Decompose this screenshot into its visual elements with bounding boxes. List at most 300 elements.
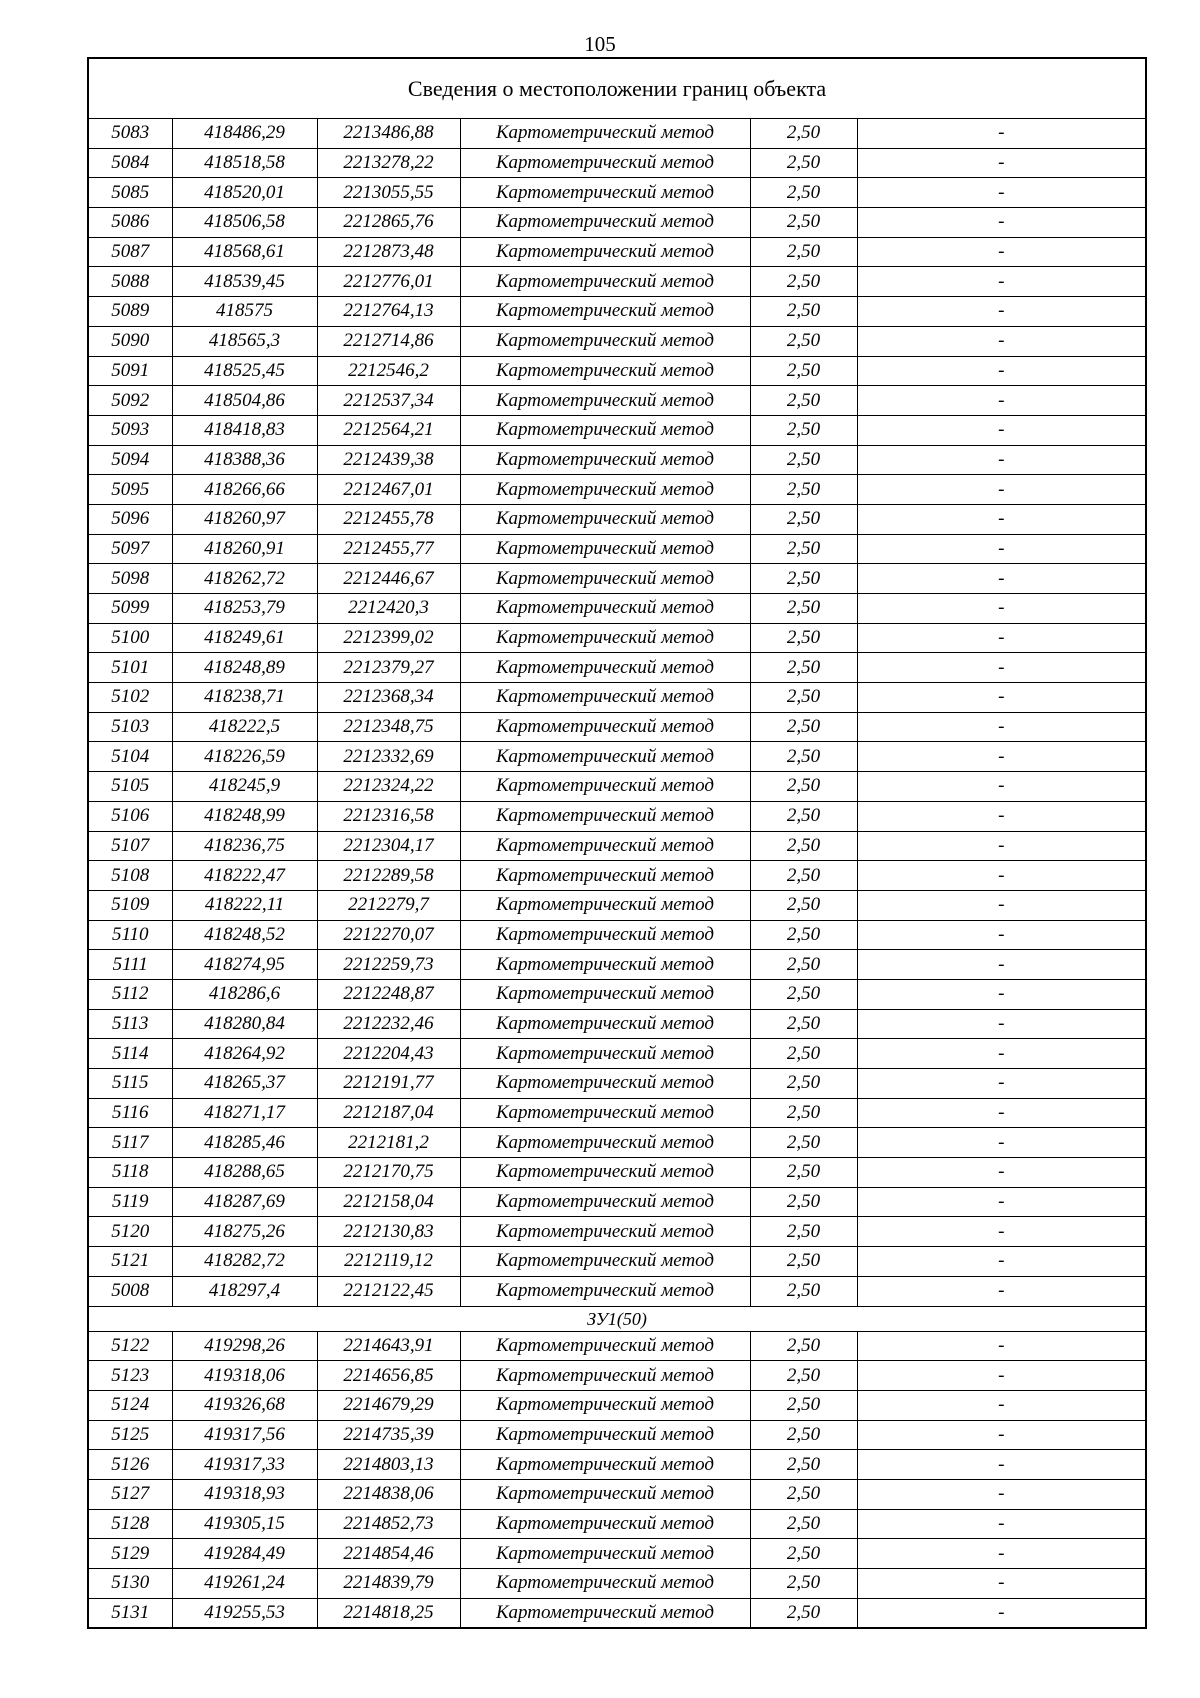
cell-point-number: 5122 (88, 1331, 172, 1361)
cell-description: - (857, 237, 1146, 267)
cell-description: - (857, 1247, 1146, 1277)
cell-accuracy: 2,50 (750, 772, 857, 802)
cell-description: - (857, 1009, 1146, 1039)
cell-method: Картометрический метод (460, 1009, 750, 1039)
cell-coordinate-y: 2212537,34 (317, 386, 460, 416)
cell-coordinate-y: 2213055,55 (317, 178, 460, 208)
cell-coordinate-y: 2212399,02 (317, 623, 460, 653)
cell-accuracy: 2,50 (750, 861, 857, 891)
cell-accuracy: 2,50 (750, 712, 857, 742)
cell-description: - (857, 297, 1146, 327)
table-row (88, 1247, 1146, 1277)
cell-accuracy: 2,50 (750, 920, 857, 950)
table-row (88, 208, 1146, 238)
cell-description: - (857, 772, 1146, 802)
cell-method: Картометрический метод (460, 920, 750, 950)
cell-method: Картометрический метод (460, 1539, 750, 1569)
table-row (88, 801, 1146, 831)
cell-method: Картометрический метод (460, 148, 750, 178)
cell-accuracy: 2,50 (750, 979, 857, 1009)
table-row (88, 861, 1146, 891)
cell-coordinate-x: 419317,56 (172, 1420, 317, 1450)
cell-coordinate-x: 418264,92 (172, 1039, 317, 1069)
cell-coordinate-y: 2212187,04 (317, 1098, 460, 1128)
cell-coordinate-x: 418248,52 (172, 920, 317, 950)
cell-method: Картометрический метод (460, 475, 750, 505)
cell-accuracy: 2,50 (750, 1420, 857, 1450)
cell-point-number: 5116 (88, 1098, 172, 1128)
cell-description: - (857, 534, 1146, 564)
cell-coordinate-x: 418282,72 (172, 1247, 317, 1277)
cell-point-number: 5102 (88, 683, 172, 713)
cell-description: - (857, 1420, 1146, 1450)
cell-method: Картометрический метод (460, 386, 750, 416)
cell-accuracy: 2,50 (750, 178, 857, 208)
cell-point-number: 5111 (88, 950, 172, 980)
table-row (88, 623, 1146, 653)
cell-coordinate-x: 418504,86 (172, 386, 317, 416)
cell-coordinate-x: 418486,29 (172, 119, 317, 149)
table-row (88, 950, 1146, 980)
cell-coordinate-x: 418266,66 (172, 475, 317, 505)
cell-coordinate-x: 418575 (172, 297, 317, 327)
cell-coordinate-y: 2212564,21 (317, 415, 460, 445)
cell-description: - (857, 1479, 1146, 1509)
table-row (88, 1098, 1146, 1128)
table-row (88, 504, 1146, 534)
cell-coordinate-y: 2214679,29 (317, 1390, 460, 1420)
cell-accuracy: 2,50 (750, 1039, 857, 1069)
cell-description: - (857, 1598, 1146, 1628)
cell-point-number: 5097 (88, 534, 172, 564)
cell-coordinate-x: 418285,46 (172, 1128, 317, 1158)
cell-accuracy: 2,50 (750, 1331, 857, 1361)
cell-point-number: 5107 (88, 831, 172, 861)
cell-description: - (857, 564, 1146, 594)
cell-accuracy: 2,50 (750, 890, 857, 920)
cell-accuracy: 2,50 (750, 1390, 857, 1420)
table-row (88, 653, 1146, 683)
cell-description: - (857, 1098, 1146, 1128)
cell-method: Картометрический метод (460, 326, 750, 356)
cell-description: - (857, 1187, 1146, 1217)
cell-method: Картометрический метод (460, 712, 750, 742)
cell-method: Картометрический метод (460, 1331, 750, 1361)
cell-point-number: 5104 (88, 742, 172, 772)
cell-point-number: 5112 (88, 979, 172, 1009)
cell-accuracy: 2,50 (750, 1247, 857, 1277)
cell-point-number: 5114 (88, 1039, 172, 1069)
cell-method: Картометрический метод (460, 1187, 750, 1217)
table-row (88, 1009, 1146, 1039)
cell-method: Картометрический метод (460, 1158, 750, 1188)
cell-description: - (857, 1069, 1146, 1099)
cell-point-number: 5127 (88, 1479, 172, 1509)
cell-coordinate-x: 418248,89 (172, 653, 317, 683)
cell-description: - (857, 1217, 1146, 1247)
cell-description: - (857, 386, 1146, 416)
table-row (88, 979, 1146, 1009)
cell-description: - (857, 267, 1146, 297)
cell-point-number: 5129 (88, 1539, 172, 1569)
table-row (88, 534, 1146, 564)
table-row (88, 1390, 1146, 1420)
cell-point-number: 5095 (88, 475, 172, 505)
cell-description: - (857, 504, 1146, 534)
cell-coordinate-x: 418245,9 (172, 772, 317, 802)
cell-coordinate-x: 418568,61 (172, 237, 317, 267)
cell-point-number: 5098 (88, 564, 172, 594)
cell-coordinate-y: 2212324,22 (317, 772, 460, 802)
cell-point-number: 5110 (88, 920, 172, 950)
cell-method: Картометрический метод (460, 890, 750, 920)
cell-method: Картометрический метод (460, 1128, 750, 1158)
cell-description: - (857, 920, 1146, 950)
table-row (88, 1539, 1146, 1569)
cell-coordinate-x: 418506,58 (172, 208, 317, 238)
table-row (88, 594, 1146, 624)
cell-coordinate-y: 2213486,88 (317, 119, 460, 149)
cell-description: - (857, 594, 1146, 624)
table-title: Сведения о местоположении границ объекта (88, 58, 1146, 119)
cell-description: - (857, 445, 1146, 475)
cell-point-number: 5106 (88, 801, 172, 831)
cell-accuracy: 2,50 (750, 237, 857, 267)
cell-coordinate-x: 419305,15 (172, 1509, 317, 1539)
boundary-coordinates-table (87, 57, 1147, 1629)
cell-accuracy: 2,50 (750, 1361, 857, 1391)
cell-point-number: 5119 (88, 1187, 172, 1217)
cell-coordinate-x: 418253,79 (172, 594, 317, 624)
cell-point-number: 5101 (88, 653, 172, 683)
cell-method: Картометрический метод (460, 119, 750, 149)
cell-coordinate-x: 418418,83 (172, 415, 317, 445)
cell-accuracy: 2,50 (750, 475, 857, 505)
cell-description: - (857, 683, 1146, 713)
cell-description: - (857, 1331, 1146, 1361)
table-row (88, 1039, 1146, 1069)
cell-point-number: 5091 (88, 356, 172, 386)
cell-method: Картометрический метод (460, 237, 750, 267)
cell-coordinate-y: 2212379,27 (317, 653, 460, 683)
table-row (88, 148, 1146, 178)
cell-method: Картометрический метод (460, 1217, 750, 1247)
cell-description: - (857, 1509, 1146, 1539)
cell-accuracy: 2,50 (750, 297, 857, 327)
table-row (88, 683, 1146, 713)
cell-coordinate-y: 2212122,45 (317, 1276, 460, 1306)
cell-coordinate-x: 418280,84 (172, 1009, 317, 1039)
table-row (88, 772, 1146, 802)
cell-accuracy: 2,50 (750, 267, 857, 297)
cell-point-number: 5113 (88, 1009, 172, 1039)
cell-accuracy: 2,50 (750, 1098, 857, 1128)
cell-coordinate-x: 418287,69 (172, 1187, 317, 1217)
table-row (88, 297, 1146, 327)
cell-description: - (857, 119, 1146, 149)
cell-method: Картометрический метод (460, 1509, 750, 1539)
table-row (88, 1331, 1146, 1361)
cell-coordinate-y: 2214803,13 (317, 1450, 460, 1480)
cell-method: Картометрический метод (460, 1276, 750, 1306)
cell-coordinate-x: 418275,26 (172, 1217, 317, 1247)
cell-method: Картометрический метод (460, 415, 750, 445)
cell-point-number: 5099 (88, 594, 172, 624)
table-row (88, 1361, 1146, 1391)
table-row (88, 1598, 1146, 1628)
cell-point-number: 5105 (88, 772, 172, 802)
cell-coordinate-x: 419317,33 (172, 1450, 317, 1480)
cell-point-number: 5103 (88, 712, 172, 742)
cell-point-number: 5093 (88, 415, 172, 445)
table-row (88, 831, 1146, 861)
cell-coordinate-y: 2214656,85 (317, 1361, 460, 1391)
cell-description: - (857, 208, 1146, 238)
cell-coordinate-y: 2212279,7 (317, 890, 460, 920)
cell-accuracy: 2,50 (750, 742, 857, 772)
cell-method: Картометрический метод (460, 564, 750, 594)
table-row (88, 1479, 1146, 1509)
cell-accuracy: 2,50 (750, 504, 857, 534)
cell-method: Картометрический метод (460, 1450, 750, 1480)
cell-accuracy: 2,50 (750, 594, 857, 624)
cell-accuracy: 2,50 (750, 683, 857, 713)
cell-accuracy: 2,50 (750, 1479, 857, 1509)
cell-coordinate-y: 2212714,86 (317, 326, 460, 356)
table-row (88, 564, 1146, 594)
cell-accuracy: 2,50 (750, 1158, 857, 1188)
table-row (88, 742, 1146, 772)
cell-accuracy: 2,50 (750, 386, 857, 416)
cell-coordinate-y: 2212130,83 (317, 1217, 460, 1247)
cell-point-number: 5121 (88, 1247, 172, 1277)
table-row (88, 1276, 1146, 1306)
table-row (88, 712, 1146, 742)
cell-coordinate-x: 418388,36 (172, 445, 317, 475)
cell-point-number: 5126 (88, 1450, 172, 1480)
cell-coordinate-x: 418565,3 (172, 326, 317, 356)
cell-description: - (857, 1128, 1146, 1158)
cell-method: Картометрический метод (460, 267, 750, 297)
table-row (88, 386, 1146, 416)
cell-coordinate-y: 2212368,34 (317, 683, 460, 713)
cell-coordinate-x: 418518,58 (172, 148, 317, 178)
cell-description: - (857, 1450, 1146, 1480)
cell-coordinate-y: 2214839,79 (317, 1569, 460, 1599)
cell-method: Картометрический метод (460, 831, 750, 861)
cell-point-number: 5120 (88, 1217, 172, 1247)
cell-coordinate-y: 2212170,75 (317, 1158, 460, 1188)
cell-coordinate-x: 418222,5 (172, 712, 317, 742)
cell-accuracy: 2,50 (750, 950, 857, 980)
cell-coordinate-y: 2212191,77 (317, 1069, 460, 1099)
section-heading: ЗУ1(50) (88, 1306, 1146, 1331)
cell-coordinate-x: 418286,6 (172, 979, 317, 1009)
cell-description: - (857, 712, 1146, 742)
cell-coordinate-x: 418238,71 (172, 683, 317, 713)
cell-point-number: 5084 (88, 148, 172, 178)
table-row (88, 475, 1146, 505)
cell-accuracy: 2,50 (750, 1276, 857, 1306)
cell-accuracy: 2,50 (750, 623, 857, 653)
cell-description: - (857, 890, 1146, 920)
cell-accuracy: 2,50 (750, 356, 857, 386)
cell-description: - (857, 1569, 1146, 1599)
cell-method: Картометрический метод (460, 1569, 750, 1599)
cell-coordinate-y: 2212304,17 (317, 831, 460, 861)
cell-coordinate-x: 418222,11 (172, 890, 317, 920)
cell-description: - (857, 950, 1146, 980)
cell-coordinate-y: 2212289,58 (317, 861, 460, 891)
cell-point-number: 5090 (88, 326, 172, 356)
cell-coordinate-x: 418262,72 (172, 564, 317, 594)
cell-accuracy: 2,50 (750, 534, 857, 564)
cell-coordinate-x: 418539,45 (172, 267, 317, 297)
cell-method: Картометрический метод (460, 1069, 750, 1099)
cell-coordinate-x: 418288,65 (172, 1158, 317, 1188)
cell-coordinate-x: 418226,59 (172, 742, 317, 772)
cell-coordinate-y: 2212348,75 (317, 712, 460, 742)
cell-accuracy: 2,50 (750, 1187, 857, 1217)
table-row (88, 267, 1146, 297)
cell-accuracy: 2,50 (750, 1009, 857, 1039)
cell-coordinate-y: 2212332,69 (317, 742, 460, 772)
cell-coordinate-y: 2212446,67 (317, 564, 460, 594)
cell-method: Картометрический метод (460, 801, 750, 831)
cell-accuracy: 2,50 (750, 1069, 857, 1099)
cell-description: - (857, 831, 1146, 861)
cell-accuracy: 2,50 (750, 326, 857, 356)
cell-description: - (857, 415, 1146, 445)
cell-method: Картометрический метод (460, 1479, 750, 1509)
cell-accuracy: 2,50 (750, 1128, 857, 1158)
cell-point-number: 5128 (88, 1509, 172, 1539)
cell-accuracy: 2,50 (750, 564, 857, 594)
cell-coordinate-y: 2213278,22 (317, 148, 460, 178)
cell-point-number: 5096 (88, 504, 172, 534)
cell-point-number: 5088 (88, 267, 172, 297)
table-row (88, 415, 1146, 445)
cell-coordinate-y: 2212119,12 (317, 1247, 460, 1277)
cell-coordinate-x: 418236,75 (172, 831, 317, 861)
cell-method: Картометрический метод (460, 979, 750, 1009)
cell-coordinate-y: 2212467,01 (317, 475, 460, 505)
cell-method: Картометрический метод (460, 208, 750, 238)
cell-description: - (857, 1539, 1146, 1569)
cell-coordinate-y: 2212204,43 (317, 1039, 460, 1069)
cell-point-number: 5100 (88, 623, 172, 653)
cell-point-number: 5123 (88, 1361, 172, 1391)
cell-description: - (857, 1361, 1146, 1391)
cell-point-number: 5108 (88, 861, 172, 891)
cell-coordinate-x: 419255,53 (172, 1598, 317, 1628)
cell-coordinate-y: 2212248,87 (317, 979, 460, 1009)
cell-point-number: 5124 (88, 1390, 172, 1420)
cell-point-number: 5125 (88, 1420, 172, 1450)
cell-coordinate-x: 418520,01 (172, 178, 317, 208)
cell-method: Картометрический метод (460, 861, 750, 891)
cell-method: Картометрический метод (460, 1098, 750, 1128)
cell-description: - (857, 1039, 1146, 1069)
cell-description: - (857, 1390, 1146, 1420)
cell-point-number: 5086 (88, 208, 172, 238)
cell-coordinate-x: 418274,95 (172, 950, 317, 980)
cell-coordinate-x: 418265,37 (172, 1069, 317, 1099)
cell-coordinate-x: 418271,17 (172, 1098, 317, 1128)
cell-coordinate-x: 419284,49 (172, 1539, 317, 1569)
cell-point-number: 5008 (88, 1276, 172, 1306)
cell-coordinate-y: 2212455,77 (317, 534, 460, 564)
page-number: 105 (584, 32, 616, 56)
cell-point-number: 5087 (88, 237, 172, 267)
table-row (88, 1509, 1146, 1539)
table-row (88, 1569, 1146, 1599)
cell-method: Картометрический метод (460, 1361, 750, 1391)
table-row (88, 1450, 1146, 1480)
cell-coordinate-x: 418297,4 (172, 1276, 317, 1306)
cell-accuracy: 2,50 (750, 653, 857, 683)
cell-point-number: 5109 (88, 890, 172, 920)
cell-description: - (857, 178, 1146, 208)
table-row (88, 445, 1146, 475)
cell-coordinate-y: 2212546,2 (317, 356, 460, 386)
cell-method: Картометрический метод (460, 742, 750, 772)
table-row (88, 1187, 1146, 1217)
cell-accuracy: 2,50 (750, 119, 857, 149)
cell-coordinate-x: 418260,97 (172, 504, 317, 534)
table-row (88, 1420, 1146, 1450)
cell-coordinate-y: 2212158,04 (317, 1187, 460, 1217)
cell-accuracy: 2,50 (750, 1569, 857, 1599)
cell-method: Картометрический метод (460, 1598, 750, 1628)
cell-coordinate-x: 418525,45 (172, 356, 317, 386)
cell-method: Картометрический метод (460, 950, 750, 980)
cell-coordinate-y: 2214643,91 (317, 1331, 460, 1361)
cell-description: - (857, 1158, 1146, 1188)
cell-point-number: 5094 (88, 445, 172, 475)
cell-description: - (857, 653, 1146, 683)
cell-coordinate-y: 2212865,76 (317, 208, 460, 238)
cell-method: Картометрический метод (460, 356, 750, 386)
cell-method: Картометрический метод (460, 1420, 750, 1450)
cell-coordinate-y: 2212232,46 (317, 1009, 460, 1039)
cell-point-number: 5085 (88, 178, 172, 208)
table-row (88, 356, 1146, 386)
cell-coordinate-y: 2212455,78 (317, 504, 460, 534)
cell-accuracy: 2,50 (750, 148, 857, 178)
cell-method: Картометрический метод (460, 534, 750, 564)
cell-point-number: 5130 (88, 1569, 172, 1599)
cell-method: Картометрический метод (460, 504, 750, 534)
cell-accuracy: 2,50 (750, 1217, 857, 1247)
table-row (88, 1158, 1146, 1188)
cell-coordinate-y: 2212873,48 (317, 237, 460, 267)
cell-coordinate-y: 2212776,01 (317, 267, 460, 297)
cell-method: Картометрический метод (460, 178, 750, 208)
cell-point-number: 5115 (88, 1069, 172, 1099)
cell-accuracy: 2,50 (750, 1539, 857, 1569)
cell-point-number: 5089 (88, 297, 172, 327)
table-title-row (88, 58, 1146, 119)
cell-point-number: 5117 (88, 1128, 172, 1158)
cell-coordinate-y: 2214838,06 (317, 1479, 460, 1509)
cell-coordinate-y: 2212316,58 (317, 801, 460, 831)
cell-accuracy: 2,50 (750, 801, 857, 831)
cell-accuracy: 2,50 (750, 1598, 857, 1628)
cell-coordinate-y: 2214852,73 (317, 1509, 460, 1539)
cell-coordinate-y: 2212764,13 (317, 297, 460, 327)
cell-coordinate-y: 2214735,39 (317, 1420, 460, 1450)
